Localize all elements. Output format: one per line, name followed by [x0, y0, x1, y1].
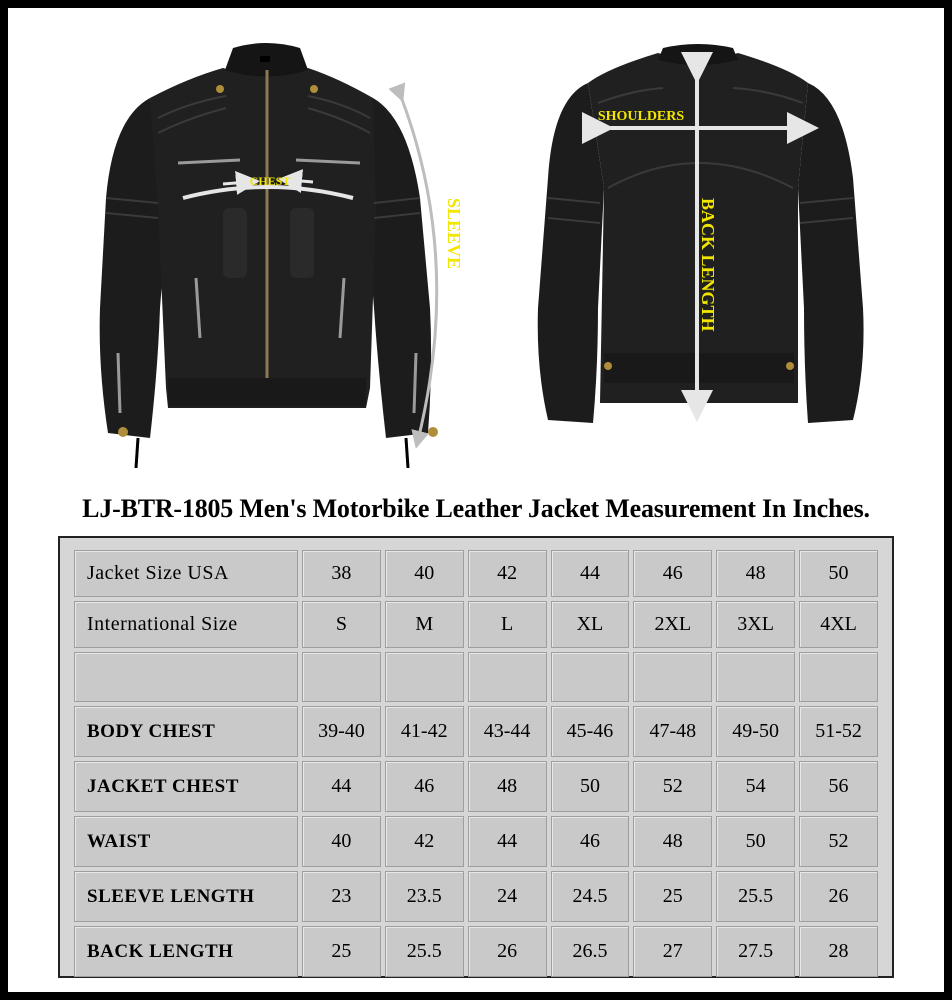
table-cell: 26 [468, 926, 547, 977]
table-cell: 42 [468, 550, 547, 597]
table-cell [302, 652, 381, 702]
table-cell: 51-52 [799, 706, 878, 757]
table-cell: 48 [468, 761, 547, 812]
table-cell: 25.5 [716, 871, 795, 922]
table-row [74, 761, 878, 812]
table-cell: 26.5 [551, 926, 630, 977]
table-cell: 44 [551, 550, 630, 597]
table-row [74, 652, 878, 702]
front-jacket-image [100, 43, 438, 468]
table-cell: 42 [385, 816, 464, 867]
table-cell: 4XL [799, 601, 878, 648]
row-label [74, 652, 298, 702]
table-cell: 50 [716, 816, 795, 867]
table-cell: 24.5 [551, 871, 630, 922]
table-cell: 41-42 [385, 706, 464, 757]
table-cell: 47-48 [633, 706, 712, 757]
back-length-label: BACK LENGTH [698, 198, 718, 332]
table-cell: 3XL [716, 601, 795, 648]
table-cell: 26 [799, 871, 878, 922]
table-cell: 46 [633, 550, 712, 597]
table-cell: 56 [799, 761, 878, 812]
table-cell [551, 652, 630, 702]
jacket-illustrations [8, 8, 944, 468]
table-cell: 24 [468, 871, 547, 922]
chest-label: CHEST [249, 174, 291, 188]
table-cell: 2XL [633, 601, 712, 648]
table-row [74, 706, 878, 757]
table-cell: 25 [633, 871, 712, 922]
table-cell: 46 [551, 816, 630, 867]
table-cell: 44 [302, 761, 381, 812]
table-cell [633, 652, 712, 702]
row-label: JACKET CHEST [74, 761, 298, 812]
row-label: BODY CHEST [74, 706, 298, 757]
table-row [74, 816, 878, 867]
table-cell: 50 [799, 550, 878, 597]
table-cell: S [302, 601, 381, 648]
table-cell: 49-50 [716, 706, 795, 757]
table-cell: XL [551, 601, 630, 648]
table-cell [716, 652, 795, 702]
table-cell: 25 [302, 926, 381, 977]
table-cell: 28 [799, 926, 878, 977]
table-cell: 52 [799, 816, 878, 867]
table-cell: 46 [385, 761, 464, 812]
table-cell: 40 [302, 816, 381, 867]
row-label: SLEEVE LENGTH [74, 871, 298, 922]
row-label: International Size [74, 601, 298, 648]
table-cell: 44 [468, 816, 547, 867]
table-row [74, 550, 878, 597]
table-cell: 39-40 [302, 706, 381, 757]
table-cell: 25.5 [385, 926, 464, 977]
table-cell: 40 [385, 550, 464, 597]
size-table [70, 546, 882, 981]
table-row [74, 926, 878, 977]
table-row [74, 871, 878, 922]
row-label: WAIST [74, 816, 298, 867]
size-chart [58, 536, 894, 978]
table-cell: 50 [551, 761, 630, 812]
table-cell: 45-46 [551, 706, 630, 757]
table-cell: 27.5 [716, 926, 795, 977]
table-cell: 48 [716, 550, 795, 597]
table-row [74, 601, 878, 648]
table-cell: 52 [633, 761, 712, 812]
page-frame [8, 8, 944, 992]
table-cell: L [468, 601, 547, 648]
table-cell: 23.5 [385, 871, 464, 922]
table-cell [385, 652, 464, 702]
table-cell: 54 [716, 761, 795, 812]
table-cell: 38 [302, 550, 381, 597]
table-cell [799, 652, 878, 702]
table-cell [468, 652, 547, 702]
row-label: Jacket Size USA [74, 550, 298, 597]
table-cell: 48 [633, 816, 712, 867]
table-cell: 23 [302, 871, 381, 922]
table-cell: M [385, 601, 464, 648]
row-label: BACK LENGTH [74, 926, 298, 977]
shoulders-label: SHOULDERS [597, 109, 685, 124]
table-cell: 43-44 [468, 706, 547, 757]
table-cell: 27 [633, 926, 712, 977]
sleeve-label: SLEEVE [444, 198, 464, 270]
chart-title: LJ-BTR-1805 Men's Motorbike Leather Jacket Measurement In Inches. [82, 494, 870, 523]
